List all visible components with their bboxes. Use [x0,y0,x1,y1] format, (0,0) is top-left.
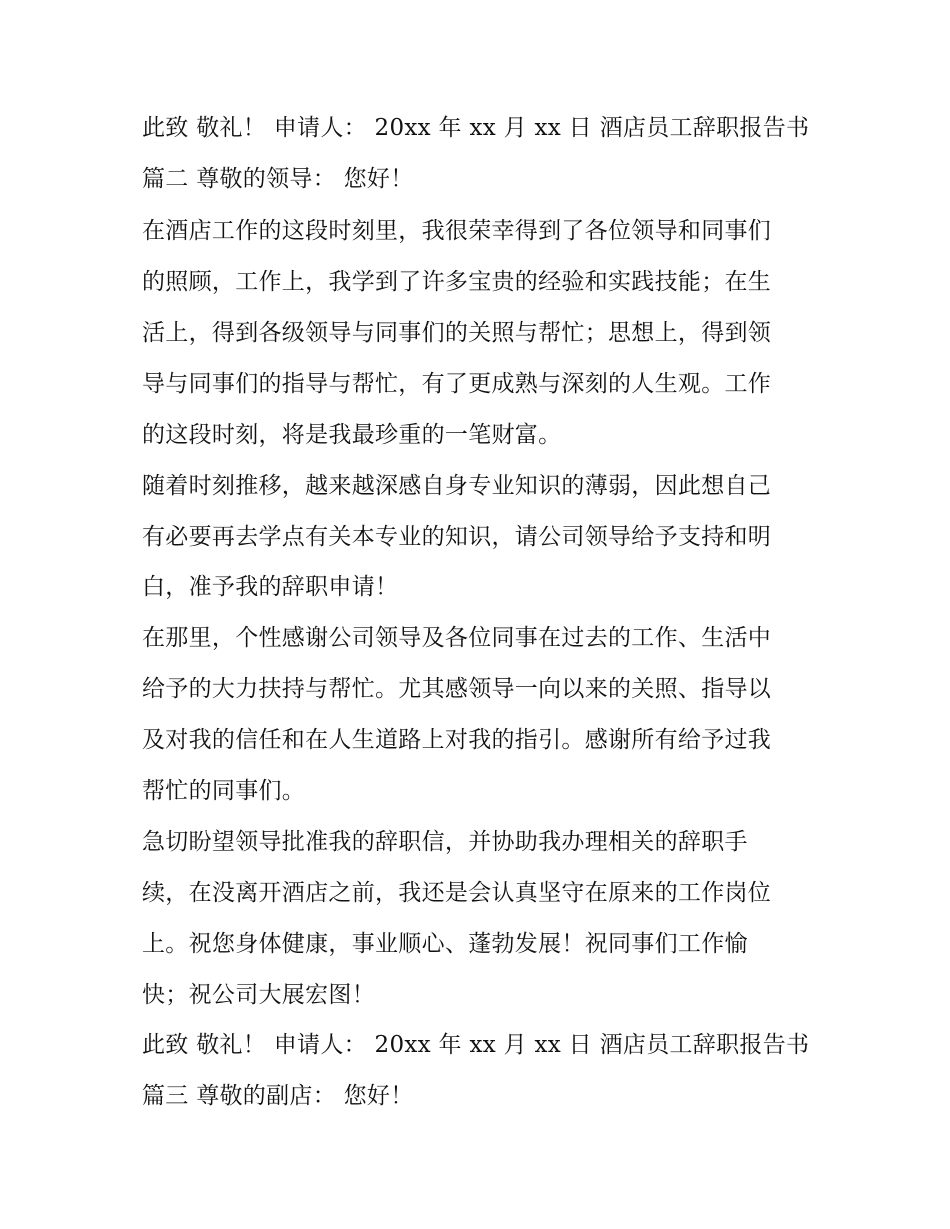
text-line: 篇二 尊敬的领导： 您好！ [142,166,414,192]
text-line: 上。祝您身体健康，事业顺心、蓬勃发展！祝同事们工作愉 [142,931,748,957]
text-line: 在那里，个性感谢公司领导及各位同事在过去的工作、生活中 [142,625,772,651]
text-line: 导与同事们的指导与帮忙，有了更成熟与深刻的人生观。工作 [142,371,772,397]
text-line: 的这段时刻，将是我最珍重的一笔财富。 [142,422,562,448]
text-line: 续，在没离开酒店之前，我还是会认真坚守在原来的工作岗位 [142,880,772,906]
text-line: 给予的大力扶持与帮忙。尤其感领导一向以来的关照、指导以 [142,676,772,702]
text-line: 白，准予我的辞职申请！ [142,574,399,600]
text-line: 在酒店工作的这段时刻里，我很荣幸得到了各位领导和同事们 [142,218,772,244]
text-line: 快；祝公司大展宏图！ [142,982,375,1008]
text-line: 此致 敬礼！ 申请人： 20xx 年 xx 月 xx 日 酒店员工辞职报告书 [142,1032,810,1058]
text-line: 篇三 尊敬的副店： 您好！ [142,1083,414,1109]
text-line: 及对我的信任和在人生道路上对我的指引。感谢所有给予过我 [142,727,772,753]
text-line: 帮忙的同事们。 [142,778,306,804]
text-line: 有必要再去学点有关本专业的知识，请公司领导给予支持和明 [142,524,772,550]
text-line: 活上，得到各级领导与同事们的关照与帮忙；思想上，得到领 [142,320,772,346]
text-line: 的照顾，工作上，我学到了许多宝贵的经验和实践技能；在生 [142,269,772,295]
text-line: 急切盼望领导批准我的辞职信，并协助我办理相关的辞职手 [142,829,748,855]
text-line: 此致 敬礼！ 申请人： 20xx 年 xx 月 xx 日 酒店员工辞职报告书 [142,115,810,141]
text-line: 随着时刻推移，越来越深感自身专业知识的薄弱，因此想自己 [142,473,772,499]
